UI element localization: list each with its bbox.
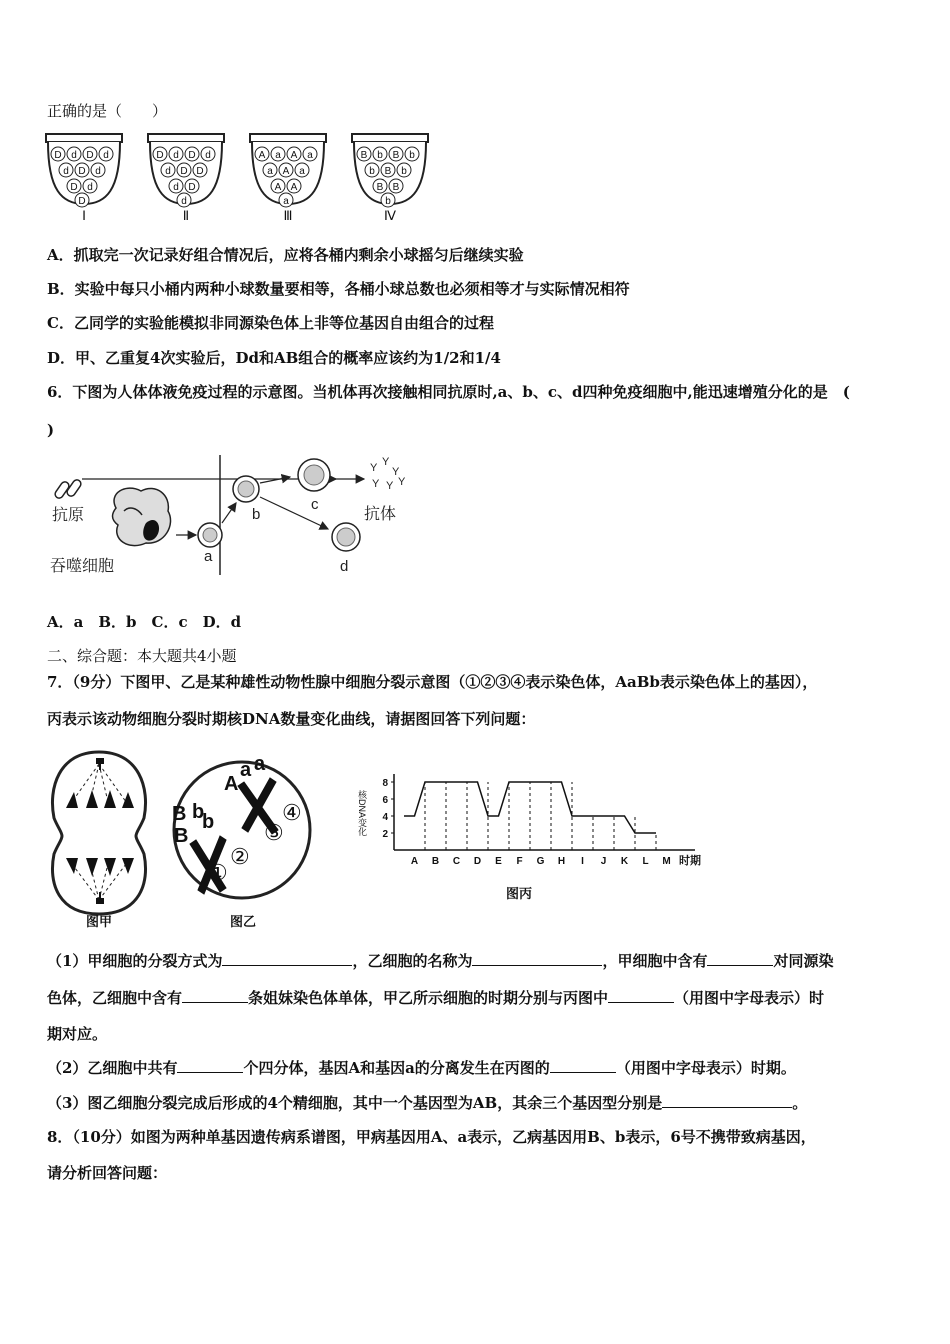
ball: [75, 193, 89, 207]
ball: [303, 147, 317, 161]
cell-c-label: c: [311, 496, 319, 513]
ball-label: D: [156, 150, 164, 161]
cell-b-label: b: [252, 506, 261, 523]
gene-b-2: b: [202, 811, 215, 833]
cell-d: [332, 523, 360, 551]
ball-label: a: [283, 196, 289, 207]
bucket-figure: [42, 130, 415, 226]
ball-label: D: [196, 166, 204, 177]
q6-stem-line2: ): [47, 421, 55, 439]
ball: [161, 163, 175, 177]
ball: [405, 147, 419, 161]
cell-d-label: d: [340, 558, 349, 575]
cell-c: [298, 459, 330, 491]
x-tick-label: K: [620, 856, 629, 867]
ball: [373, 147, 387, 161]
x-tick-label: C: [452, 856, 461, 867]
ball-label: a: [275, 150, 281, 161]
svg-text:Y: Y: [392, 466, 400, 478]
x-tick-label: H: [557, 856, 566, 867]
q7-p1-l2-t0: 色体，乙细胞中含有: [47, 989, 183, 1007]
figure-yi-label: 图乙: [230, 914, 257, 929]
q7-p1-line1: [47, 951, 834, 971]
x-tick-label: J: [600, 856, 607, 867]
answer-blank-6[interactable]: [177, 1058, 243, 1073]
ball: [91, 163, 105, 177]
ball: [263, 163, 277, 177]
ball: [271, 179, 285, 193]
ball: [373, 179, 387, 193]
x-tick-label: M: [662, 856, 671, 867]
q7-p1-t3: 对同源染: [773, 952, 834, 970]
q5-option-a: A．抓取完一次记录好组合情况后，应将各桶内剩余小球摇匀后继续实验: [47, 246, 524, 264]
bucket-3: [250, 134, 326, 223]
q7-p1-t0: （1）甲细胞的分裂方式为: [47, 952, 223, 970]
q7-p1-l2-t2: （用图中字母表示）时: [674, 989, 825, 1007]
x-tick-label: A: [410, 856, 419, 867]
bucket-1: [46, 134, 122, 223]
ball-label: d: [173, 150, 179, 161]
ball-label: b: [385, 196, 391, 207]
chrom-1: ①: [208, 860, 228, 885]
ball: [381, 193, 395, 207]
ball-label: d: [87, 182, 93, 193]
ball-label: a: [299, 166, 305, 177]
ball: [185, 179, 199, 193]
ball: [75, 163, 89, 177]
ball: [397, 163, 411, 177]
gene-a-2: a: [254, 753, 266, 775]
x-axis-label: 时期: [679, 855, 701, 867]
q7-p3: [47, 1093, 807, 1113]
figure-jia-label: 图甲: [86, 914, 113, 929]
ball-label: d: [205, 150, 211, 161]
q7-p1-line3: 期对应。: [47, 1025, 108, 1043]
ball-label: b: [377, 150, 383, 161]
q7-p1-t1: ，乙细胞的名称为: [352, 952, 473, 970]
ball-label: d: [71, 150, 77, 161]
ball: [67, 147, 81, 161]
ball-label: A: [258, 150, 266, 161]
ball-label: B: [384, 166, 392, 177]
svg-text:Y: Y: [398, 476, 406, 488]
q8-stem-line1: 8．（10分）如图为两种单基因遗传病系谱图，甲病基因用A、a表示，乙病基因用B、b表示，6号不携带致病基因，: [47, 1128, 816, 1146]
antigen-icon: [54, 478, 83, 499]
ball-label: A: [290, 182, 298, 193]
q6-stem-line1: 6．下图为人体体液免疫过程的示意图。当机体再次接触相同抗原时,a、b、c、d四种免疫细胞中,能迅速增殖分化的是 (: [47, 383, 850, 401]
bucket-label: Ⅰ: [82, 208, 86, 223]
x-tick-label: I: [581, 856, 584, 867]
svg-text:Y: Y: [382, 456, 390, 468]
x-tick-label: G: [536, 856, 545, 867]
ball: [357, 147, 371, 161]
y-tick-label: 8: [382, 778, 388, 789]
ball: [201, 147, 215, 161]
ball: [287, 179, 301, 193]
svg-text:Y: Y: [386, 480, 394, 492]
ball: [255, 147, 269, 161]
q7-stem-line2: 丙表示该动物细胞分裂时期核DNA数量变化曲线，请据图回答下列问题：: [47, 710, 536, 728]
ball-label: B: [376, 182, 384, 193]
phagocyte-icon: [113, 488, 171, 545]
chart-ylabel: 核DNA变化: [357, 790, 367, 837]
q5-option-c: C．乙同学的实验能模拟非同源染色体上非等位基因自由组合的过程: [47, 314, 494, 332]
q7-p2-t2: （用图中字母表示）时期。: [615, 1059, 796, 1077]
ball-label: D: [70, 182, 78, 193]
q6-options: A．a B．b C．c D．d: [47, 613, 242, 631]
ball: [295, 163, 309, 177]
immune-figure: [46, 453, 408, 585]
ball: [67, 179, 81, 193]
figure-yi: [166, 748, 316, 928]
ball-label: d: [165, 166, 171, 177]
ball-label: D: [78, 196, 86, 207]
ball-label: d: [95, 166, 101, 177]
q7-p1-t2: ，甲细胞中含有: [602, 952, 708, 970]
ball: [51, 147, 65, 161]
answer-blank-4[interactable]: [182, 988, 248, 1003]
antigen-label: 抗原: [52, 507, 85, 524]
ball: [83, 147, 97, 161]
q7-stem-line1: 7．（9分）下图甲、乙是某种雄性动物性腺中细胞分裂示意图（①②③④表示染色体，AaBb表示染色体上的基因），: [47, 673, 818, 691]
chrom-3: ③: [264, 820, 284, 845]
chrom-2: ②: [230, 844, 250, 869]
q5-option-b: B．实验中每只小桶内两种小球数量要相等，各桶小球总数也必须相等才与实际情况相符: [47, 280, 630, 298]
q7-p1-line2: [47, 988, 824, 1008]
ball-label: d: [181, 196, 187, 207]
ball-label: D: [78, 166, 86, 177]
ball: [99, 147, 113, 161]
gene-B-2: B: [174, 825, 189, 847]
chrom-4: ④: [282, 800, 302, 825]
q5-stem-tail: 正确的是（ ）: [47, 102, 168, 120]
x-tick-label: E: [495, 856, 502, 867]
ball-label: d: [63, 166, 69, 177]
x-tick-label: D: [473, 856, 482, 867]
ball-label: D: [188, 150, 196, 161]
answer-blank-1[interactable]: [222, 951, 352, 966]
q7-p2-t0: （2）乙细胞中共有: [47, 1059, 178, 1077]
x-tick-label: L: [642, 856, 649, 867]
ball-label: B: [392, 182, 400, 193]
q7-p3-t0: （3）图乙细胞分裂完成后形成的4个精细胞，其中一个基因型为AB，其余三个基因型分别是: [47, 1094, 663, 1112]
ball: [59, 163, 73, 177]
ball: [279, 163, 293, 177]
ball-label: d: [173, 182, 179, 193]
y-tick-label: 6: [382, 795, 388, 806]
q7-p1-l2-t1: 条姐妹染色体单体，甲乙所示细胞的时期分别与丙图中: [248, 989, 609, 1007]
bucket-label: Ⅳ: [384, 208, 396, 223]
ball: [389, 179, 403, 193]
q7-p2: [47, 1058, 796, 1078]
ball-label: B: [392, 150, 400, 161]
figure-jia: [44, 748, 154, 928]
answer-blank-7[interactable]: [550, 1058, 616, 1073]
bucket-4: [352, 134, 428, 223]
ball-label: A: [290, 150, 298, 161]
gene-A: A: [224, 773, 239, 795]
ball: [365, 163, 379, 177]
x-tick-label: B: [431, 856, 440, 867]
dna-chart: [357, 770, 701, 910]
ball-label: B: [360, 150, 368, 161]
q5-option-d: D．甲、乙重复4次实验后，Dd和AB组合的概率应该约为1/2和1/4: [47, 349, 501, 367]
section2-heading: 二、综合题：本大题共4小题: [47, 647, 237, 665]
ball: [193, 163, 207, 177]
cell-a: [198, 523, 222, 547]
ball-label: A: [274, 182, 282, 193]
answer-blank-8[interactable]: [662, 1093, 792, 1108]
ball: [287, 147, 301, 161]
gene-a-1: a: [240, 759, 252, 781]
ball-label: a: [307, 150, 313, 161]
ball-label: D: [180, 166, 188, 177]
ball: [389, 147, 403, 161]
bucket-label: Ⅲ: [283, 208, 293, 223]
ball-label: D: [188, 182, 196, 193]
gene-B-1: B: [172, 803, 187, 825]
ball-label: d: [103, 150, 109, 161]
ball: [177, 163, 191, 177]
antibody-icon: [370, 456, 406, 492]
ball-label: b: [369, 166, 375, 177]
ball: [279, 193, 293, 207]
ball-label: a: [267, 166, 273, 177]
ball: [153, 147, 167, 161]
chart-title: 图丙: [506, 886, 533, 901]
cell-b: [233, 476, 259, 502]
cell-a-label: a: [204, 548, 213, 565]
ball: [177, 193, 191, 207]
x-tick-label: F: [516, 856, 523, 867]
ball: [271, 147, 285, 161]
ball-label: A: [282, 166, 290, 177]
ball: [169, 147, 183, 161]
q7-p2-t1: 个四分体，基因A和基因a的分离发生在丙图的: [243, 1059, 550, 1077]
ball-label: b: [409, 150, 415, 161]
answer-blank-5[interactable]: [608, 988, 674, 1003]
gene-b-1: b: [192, 801, 205, 823]
y-tick-label: 4: [382, 812, 388, 823]
bucket-label: Ⅱ: [182, 208, 190, 223]
ball: [381, 163, 395, 177]
ball: [185, 147, 199, 161]
svg-text:Y: Y: [372, 478, 380, 490]
q8-stem-line2: 请分析回答问题：: [47, 1164, 168, 1182]
svg-text:Y: Y: [370, 462, 378, 474]
ball: [83, 179, 97, 193]
ball-label: b: [401, 166, 407, 177]
q7-p3-t1: 。: [792, 1094, 808, 1112]
ball: [169, 179, 183, 193]
phagocyte-label: 吞噬细胞: [50, 558, 115, 575]
answer-blank-3[interactable]: [707, 951, 773, 966]
bucket-2: [148, 134, 224, 223]
antibody-label: 抗体: [364, 506, 397, 523]
ball-label: D: [54, 150, 62, 161]
answer-blank-2[interactable]: [472, 951, 602, 966]
ball-label: D: [86, 150, 94, 161]
y-tick-label: 2: [382, 829, 388, 840]
